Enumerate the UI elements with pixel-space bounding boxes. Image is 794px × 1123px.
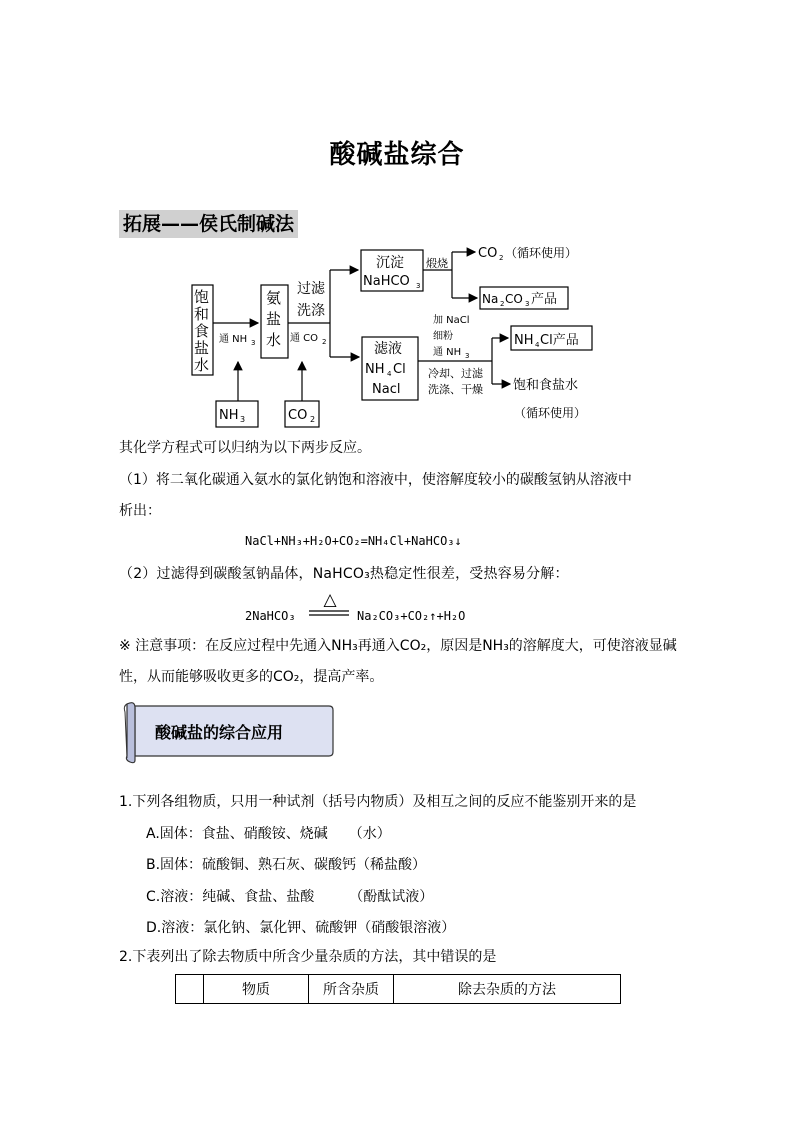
- na2co3-sub1: 2: [500, 300, 505, 308]
- step1-text: （1）将二氧化碳通入氨水的氯化钠饱和溶液中，使溶解度较小的碳酸氢钠从溶液中: [119, 472, 632, 488]
- arrow-co2-sub: 2: [322, 338, 327, 346]
- wash-label: 洗涤: [297, 303, 325, 319]
- arrow-nh3-sub: 3: [251, 339, 256, 347]
- heat-symbol: △: [323, 590, 337, 610]
- table-header-cell: 物质: [204, 975, 309, 1004]
- filtrate-label: 滤液: [374, 341, 402, 357]
- q1-option-b: B.固体：硫酸铜、熟石灰、碳酸钙（稀盐酸）: [146, 857, 427, 873]
- impurity-table: [175, 974, 621, 1004]
- banner-title: 酸碱盐的综合应用: [155, 723, 284, 742]
- nh4cl-b: Cl产品: [540, 333, 579, 348]
- note-text: ※ 注意事项：在反应过程中先通入NH₃再通入CO₂，原因是NH₃的溶解度大，可使溶液显碱: [119, 638, 677, 654]
- filtrate-nacl: Nacl: [372, 382, 401, 397]
- table-header-cell: [176, 975, 204, 1004]
- co2-output-sub: 2: [499, 254, 504, 262]
- add-nh3-step: 通 NH: [433, 347, 462, 358]
- table-header-row: [176, 975, 621, 1004]
- brine-label-3: 食: [194, 322, 210, 340]
- filtrate-nh4: NH: [365, 362, 385, 377]
- ammonia-brine-1: 氨: [266, 289, 282, 307]
- wash-dry-step: 洗涤、干燥: [428, 383, 483, 396]
- q1-option-d: D.溶液：氯化钠、氯化钾、硫酸钾（硝酸银溶液）: [146, 920, 456, 936]
- filtrate-cl: Cl: [393, 362, 406, 377]
- equals-bar: [308, 609, 350, 619]
- arrow-co2-label: 通 CO: [290, 333, 319, 344]
- table-header-cell: 所含杂质: [309, 975, 394, 1004]
- cool-filter-step: 冷却、过滤: [428, 367, 483, 380]
- nh3-input: NH: [219, 408, 239, 423]
- brine-label-2: 和: [194, 305, 210, 323]
- co2-input-sub: 2: [310, 415, 316, 424]
- step2-text: （2）过滤得到碳酸氢钠晶体，NaHCO₃热稳定性很差，受热容易分解：: [119, 566, 569, 582]
- precipitate-sub: 3: [416, 282, 421, 290]
- section-banner: [121, 700, 335, 764]
- filter-label: 过滤: [297, 281, 325, 297]
- calcine-label: 煅烧: [426, 257, 448, 270]
- fine-powder-step: 细粉: [433, 331, 453, 342]
- brine-label-5: 水: [194, 356, 210, 374]
- equation-2-right: Na₂CO₃+CO₂↑+H₂O: [357, 609, 466, 623]
- filtrate-nh4-sub: 4: [387, 370, 392, 378]
- equation-1: NaCl+NH₃+H₂O+CO₂=NH₄Cl+NaHCO₃↓: [245, 534, 462, 548]
- question-1: 1.下列各组物质，只用一种试剂（括号内物质）及相互之间的反应不能鉴别开来的是: [119, 794, 637, 810]
- add-nh3-step-sub: 3: [465, 352, 470, 360]
- brine-recycle-note: （循环使用）: [514, 406, 587, 420]
- arrow-nh3-label: 通 NH: [219, 334, 248, 345]
- section-heading: 拓展——侯氏制碱法: [119, 210, 298, 238]
- ammonia-brine-2: 盐: [266, 310, 282, 328]
- page-title: 酸碱盐综合: [329, 140, 465, 170]
- co2-output: CO: [478, 246, 498, 261]
- precipitate-formula: NaHCO: [363, 274, 410, 289]
- precipitate-label: 沉淀: [376, 255, 404, 271]
- na2co3-b: CO: [505, 292, 523, 306]
- step1-text-cont: 析出：: [119, 503, 161, 519]
- table-header-cell: 除去杂质的方法: [394, 975, 621, 1004]
- na2co3-c: 产品: [531, 292, 558, 307]
- q1-option-a: A.固体：食盐、硝酸铵、烧碱 （水）: [146, 826, 391, 842]
- brine-label-4: 盐: [194, 339, 210, 357]
- note-text-cont: 性，从而能够吸收更多的CO₂，提高产率。: [119, 669, 384, 685]
- question-2: 2.下表列出了除去物质中所含少量杂质的方法，其中错误的是: [119, 949, 497, 965]
- nh3-input-sub: 3: [240, 415, 246, 424]
- brine-label-1: 饱: [194, 288, 210, 306]
- add-nacl-step: 加 NaCl: [433, 315, 470, 326]
- q1-option-c: C.溶液：纯碱、食盐、盐酸 （酚酞试液）: [146, 889, 434, 905]
- nh4cl-sub: 4: [535, 341, 540, 349]
- na2co3-a: Na: [482, 292, 499, 306]
- nh4cl-a: NH: [514, 333, 534, 348]
- equation-2-left: 2NaHCO₃: [245, 609, 296, 623]
- co2-recycle-note: （循环使用）: [505, 246, 578, 260]
- co2-input: CO: [288, 408, 308, 423]
- summary-text: 其化学方程式可以归纳为以下两步反应。: [119, 440, 371, 456]
- na2co3-sub2: 3: [525, 300, 530, 308]
- process-flow-diagram: [0, 0, 794, 440]
- ammonia-brine-3: 水: [266, 331, 282, 349]
- brine-output: 饱和食盐水: [513, 378, 579, 393]
